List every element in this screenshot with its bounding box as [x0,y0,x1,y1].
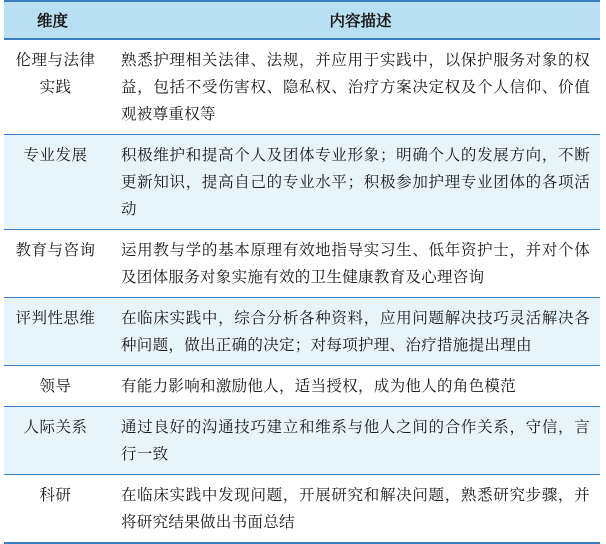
description-cell: 有能力影响和激励他人，适当授权，成为他人的角色模范 [121,377,517,395]
table-row-research [4,475,600,544]
competency-table [4,0,600,544]
table-body [4,39,600,543]
dimension-cell: 专业发展 [23,146,88,164]
dimension-cell: 伦理与法律实践 [15,51,96,96]
description-cell: 通过良好的沟通技巧建立和维系与他人之间的合作关系，守信，言行一致 [121,418,590,463]
description-cell: 积极维护和提高个人及团体专业形象；明确个人的发展方向，不断更新知识，提高自己的专业水平；积极参加护理专业团体的各项活动 [121,146,590,218]
header-dimension: 维度 [36,12,68,30]
table-row-leadership [4,366,600,407]
description-cell: 运用教与学的基本原理有效地指导实习生、低年资护士，并对个体及团体服务对象实施有效的卫生健康教育及心理咨询 [121,241,590,286]
dimension-cell: 领导 [39,377,72,395]
table-row-education-consulting [4,230,600,298]
table-row-critical-thinking [4,298,600,366]
dimension-cell: 评判性思维 [15,309,96,327]
dimension-cell: 教育与咨询 [15,241,96,259]
description-cell: 在临床实践中，综合分析各种资料，应用问题解决技巧灵活解决各种问题，做出正确的决定；对每项护理、治疗措施提出理由 [121,309,590,354]
header-description: 内容描述 [329,12,392,30]
table-row-interpersonal [4,407,600,475]
table-row-ethics-law [4,39,600,135]
description-cell: 熟悉护理相关法律、法规，并应用于实践中，以保护服务对象的权益，包括不受伤害权、隐私权、治疗方案决定权及个人信仰、价值观被尊重权等 [121,51,590,123]
description-cell: 在临床实践中发现问题，开展研究和解决问题，熟悉研究步骤，并将研究结果做出书面总结 [121,486,590,531]
dimension-cell: 人际关系 [23,418,88,436]
header-row [4,1,600,39]
dimension-cell: 科研 [39,486,72,504]
table-header [4,1,600,39]
table-row-professional-development [4,135,600,230]
